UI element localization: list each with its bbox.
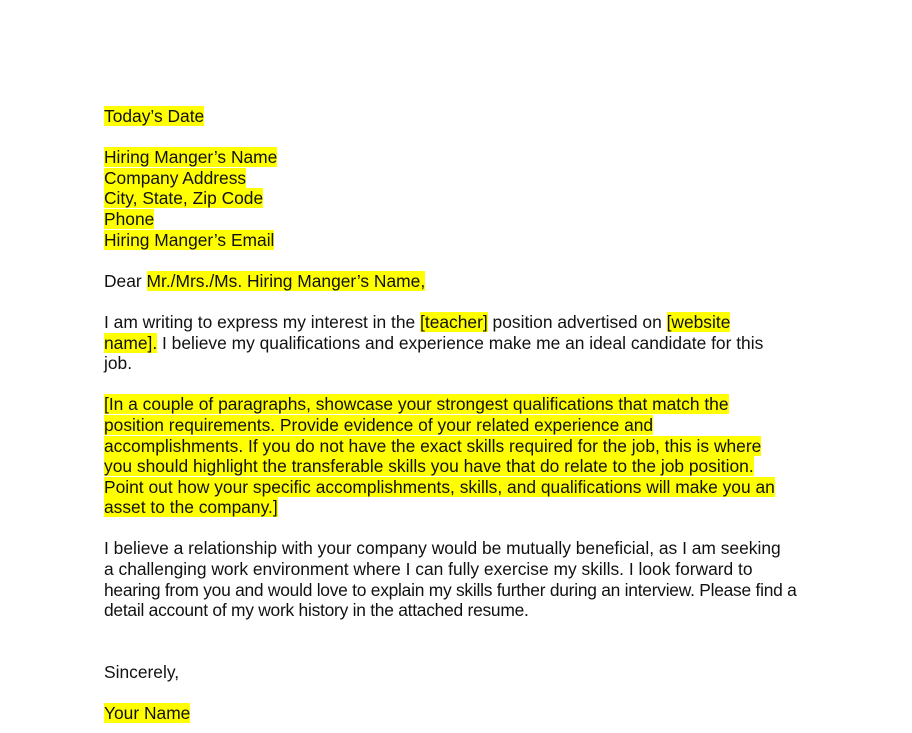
- date-line: [104, 106, 824, 127]
- salutation: [104, 271, 824, 292]
- website-placeholder: [website: [666, 311, 731, 332]
- spacer: [104, 641, 824, 662]
- recipient-block: [104, 147, 824, 250]
- signature-name-placeholder: Your Name: [104, 703, 191, 724]
- cover-letter: [104, 106, 824, 724]
- spacer: [104, 127, 824, 148]
- recipient-city-state-zip: City, State, Zip Code: [104, 188, 264, 209]
- date-placeholder: Today’s Date: [104, 106, 205, 126]
- signature-line: [104, 703, 824, 724]
- recipient-address: Company Address: [104, 167, 247, 188]
- spacer: [104, 250, 824, 271]
- website-placeholder: name].: [104, 332, 158, 353]
- recipient-name: Hiring Manger’s Name: [104, 147, 278, 168]
- salutation-prefix: Dear: [104, 270, 147, 291]
- recipient-phone: Phone: [104, 208, 155, 229]
- spacer: [104, 291, 824, 312]
- spacer: [104, 683, 824, 704]
- position-placeholder: [teacher]: [420, 311, 488, 332]
- salutation-name: Mr./Mrs./Ms. Hiring Manger’s Name,: [146, 270, 426, 291]
- spacer: [104, 621, 824, 642]
- sign-off: Sincerely,: [104, 662, 180, 683]
- recipient-email: Hiring Manger’s Email: [104, 229, 275, 250]
- spacer: [104, 518, 824, 539]
- intro-paragraph: I am writing to express my interest in the [teacher] position advertised on [website name]. I believe my qualifications and experience make me an ideal candidate for this job.: [104, 311, 764, 374]
- closing-paragraph: I believe a relationship with your company would be mutually beneficial, as I am seeking a challenging work environment where I can fully exercise my skills. I look forward to hearing from you and would love to explain my skills further during an interview. Please find a detail account of my work history in the attached resume.: [104, 538, 797, 621]
- spacer: [104, 374, 824, 395]
- body-placeholder-paragraph: [In a couple of paragraphs, showcase your strongest qualifications that match the position requirements. Provide evidence of your related experience and accomplishments. If you do not have the exact skills required for the job, this is where you should highlight the transferable skills you have that do relate to the job position. Point out how your specific accomplishments, skills, and qualifications will make you an asset to the company.]: [104, 394, 775, 518]
